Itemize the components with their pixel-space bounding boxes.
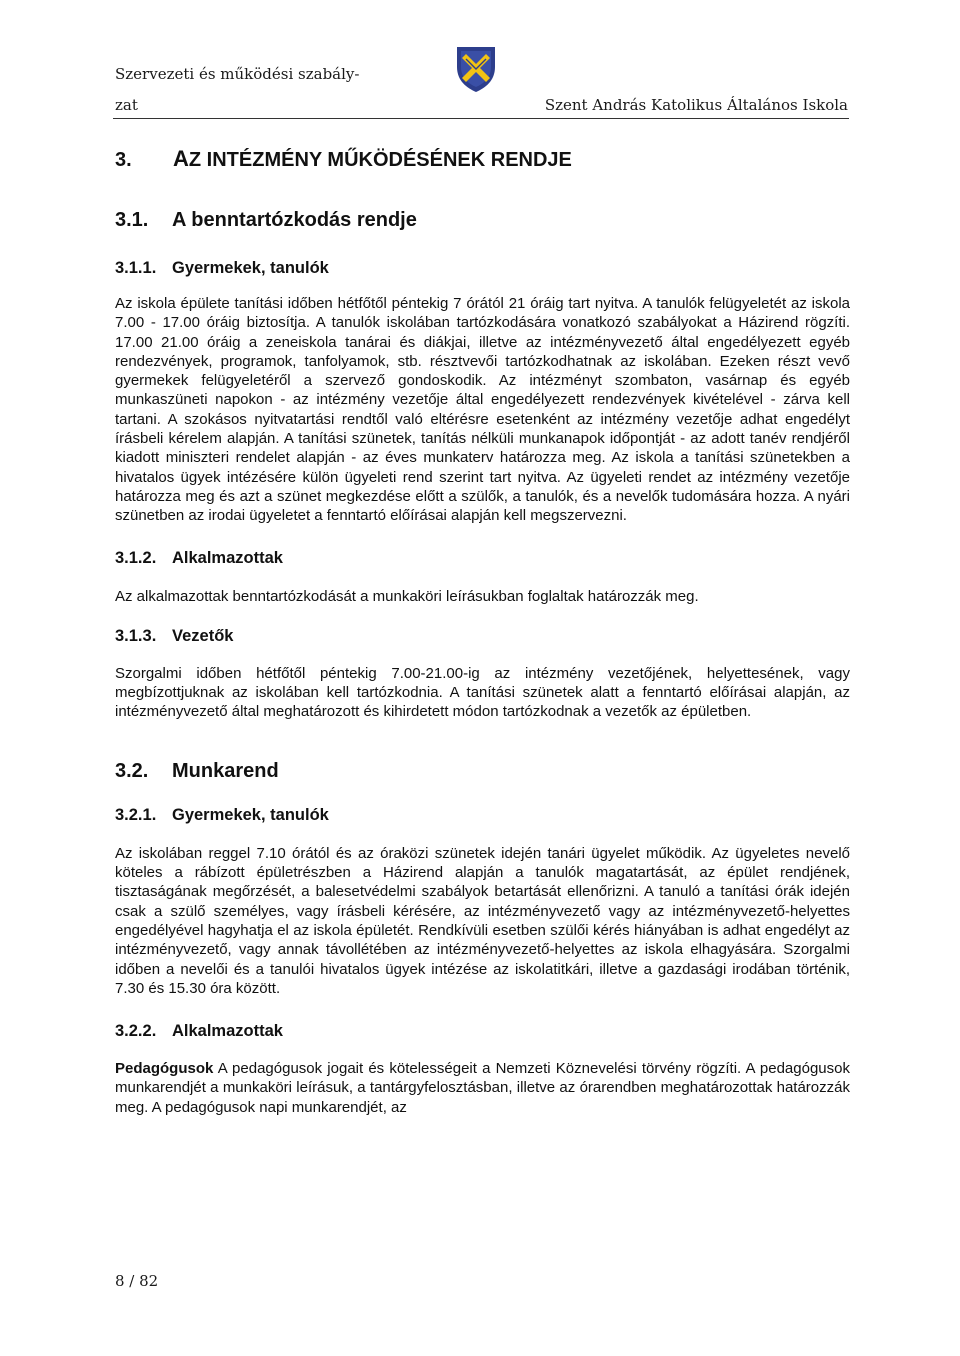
subsection-number: 3.1.2. (115, 548, 157, 567)
chapter-title: Z INTÉZMÉNY MŰKÖDÉSÉNEK RENDJE (188, 149, 572, 171)
subsection-heading-3-2-1 (115, 802, 850, 828)
section-heading-3-2 (115, 756, 850, 786)
chapter-title-initial: A (173, 146, 189, 171)
subsection-number: 3.2.1. (115, 805, 157, 824)
subsection-title: Gyermekek, tanulók (172, 805, 329, 824)
section-number: 3.1. (115, 209, 149, 231)
page-header (115, 54, 848, 118)
subsection-heading-3-2-2 (115, 1018, 850, 1044)
header-title-line-1: Szervezeti és működési szabály- (115, 65, 360, 83)
paragraph-3-1-3: Szorgalmi időben hétfőtől péntekig 7.00-21.00-ig az intézmény vezetőjének, helyettesének, vagy megbízottjuknak az iskolában kell tartózkodnia. A tanítási szünetek alatt a fenntartó előírásai alapján, az intézményvezető által meghatározott és kihirdetett módon tartózkodnak a vezetők az épületben. (115, 664, 850, 721)
paragraph-3-1-1: Az iskola épülete tanítási időben hétfőtől péntekig 7 órától 21 óráig tart nyitva. A tanulók felügyeletét az iskola 7.00 - 17.00 óráig biztosítja. A tanulók iskolában tartózkodására vonatkozó szabályokat a Házirend rögzíti. 17.00 21.00 óráig a zeneiskola tanárai és diákjai, illetve az intézményvezető által engedélyezett egyéb rendezvények, programok, tanfolyamok, stb. résztvevői tartózkodhatnak az iskolában. Ezeken részt vevő gyermekek felügyeletéről a szervező gondoskodik. Az intézményt szombaton, vasárnap és egyéb munkaszüneti napokon - az intézmény vezetője által engedélyezett rendezvények kivételével - zárva kell tartani. A szokásos nyitvatartási rendtől való eltérésre esetenként az intézmény vezetője adhat engedélyt írásbeli kérelem alapján. A tanítási szünetek, tanítás nélküli munkanapok időpontját - az adott tanév rendjéről kiadott miniszteri rendelet alapján - az éves munkaterv határozza meg. Az iskola a tanítási szünetekben a hivatalos ügyek intézésére külön ügyeleti rend szerint tart nyitva. Az ügyeleti rendet az intézmény vezetője határozza meg és azt a szünet megkezdése előtt a szülők, a tanulók, és a nevelők tudomására hozza. A nyári szünetben az irodai ügyeletet a fenntartó előírásai alapján kell megszervezni. (115, 295, 850, 525)
header-title-line-2: zat (115, 96, 138, 114)
header-divider (113, 118, 849, 119)
subsection-number: 3.2.2. (115, 1022, 157, 1041)
subsection-heading-3-1-3 (115, 623, 850, 649)
section-title: A benntartózkodás rendje (172, 209, 417, 231)
chapter-number: 3. (115, 149, 132, 171)
subsection-number: 3.1.1. (115, 259, 157, 277)
paragraph-3-2-1: Az iskolában reggel 7.10 órától és az óraközi szünetek idején tanári ügyelet működik. Az ügyeletes nevelő köteles a rábízott épületrészben a Házirend alapján a tanulók magatartását, az épület rendjének, tisztaságának megőrzését, a balesetvédelmi szabályok betartását ellenőrizni. A tanuló a tanítási órák idején csak a szülő személyes, vagy írásbeli kérésére, az intézményvezető vagy az intézményvezető-helyettes engedélyével hagyhatja el az iskola épületét. Rendkívüli esetben szülői kérés hiányában is adhat engedélyt az intézményvezető, vagy annak távollétében az intézményvezető-helyettes az iskola elhagyására. Szorgalmi időben a nevelői és a tanulói hivatalos ügyek intézése az iskolatitkári, illetve a gazdasági irodában történik, 7.30 és 15.30 óra között. (115, 844, 850, 997)
page-number: 8 / 82 (115, 1272, 159, 1290)
subsection-number: 3.1.3. (115, 626, 157, 645)
paragraph-lead-term: Pedagógusok (115, 1060, 214, 1078)
subsection-title: Vezetők (172, 626, 234, 645)
section-number: 3.2. (115, 759, 149, 782)
subsection-title: Gyermekek, tanulók (172, 259, 329, 277)
paragraph-text: A pedagógusok jogait és kötelességeit a Nemzeti Köznevelési törvény rögzíti. A pedagógusok munkarendjét a munkaköri leírásuk, a tantárgyfelosztásban, illetve az órarendben meghatározottak határozzák meg. A pedagógusok napi munkarendjét, az (115, 1060, 850, 1116)
school-crest-icon (455, 45, 497, 93)
paragraph-3-1-2: Az alkalmazottak benntartózkodását a munkaköri leírásukban foglaltak határozzák meg. (115, 587, 699, 605)
chapter-heading (115, 144, 850, 175)
subsection-title: Alkalmazottak (172, 548, 283, 567)
document-body (115, 132, 850, 1117)
section-title: Munkarend (172, 759, 279, 782)
subsection-title: Alkalmazottak (172, 1022, 283, 1041)
subsection-heading-3-1-1 (115, 255, 850, 281)
header-school-name: Szent András Katolikus Általános Iskola (544, 96, 848, 114)
header-document-title (115, 59, 359, 121)
section-heading-3-1 (115, 205, 850, 235)
paragraph-3-2-2 (115, 1059, 850, 1117)
subsection-heading-3-1-2 (115, 545, 850, 571)
